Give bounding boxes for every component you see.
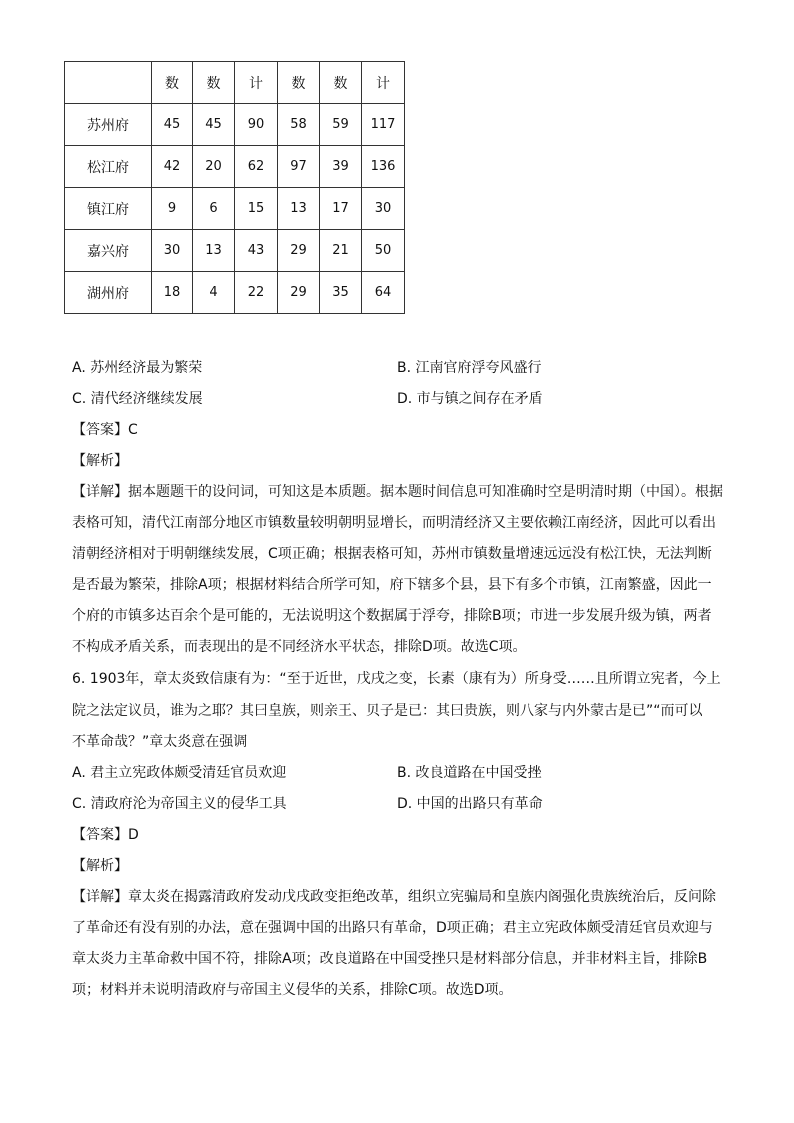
- table-row: [65, 188, 405, 230]
- table-row: [65, 104, 405, 146]
- table-cell: 21: [320, 230, 362, 272]
- row-name: 松江府: [65, 146, 152, 188]
- table-cell: 136: [362, 146, 405, 188]
- q6-stem-line: 院之法定议员，谁为之耶？其曰皇族，则亲王、贝子是已：其曰贵族，则八家与内外蒙古是已”“而可以: [72, 703, 703, 719]
- table-cell: 18: [152, 272, 193, 314]
- table-cell: 22: [235, 272, 278, 314]
- q6-detail-line: 了革命还有没有别的办法，意在强调中国的出路只有革命，D项正确；君主立宪政体颇受清廷官员欢迎与: [72, 920, 713, 936]
- q6-option-d: D. 中国的出路只有革命: [397, 796, 543, 812]
- table-cell: 39: [320, 146, 362, 188]
- table-cell: 13: [193, 230, 235, 272]
- row-name: 镇江府: [65, 188, 152, 230]
- q5-detail-line: 是否最为繁荣，排除A项；根据材料结合所学可知，府下辖多个县，县下有多个市镇，江南繁盛，因此一: [72, 577, 712, 593]
- q5-detail-line: 清朝经济相对于明朝继续发展，C项正确；根据表格可知，苏州市镇数量增速远远没有松江快，无法判断: [72, 546, 712, 562]
- table-cell: 29: [278, 230, 320, 272]
- q6-option-c: C. 清政府沦为帝国主义的侵华工具: [72, 796, 287, 812]
- q6-stem-line: 不革命哉？”章太炎意在强调: [72, 734, 248, 750]
- table-row: [65, 146, 405, 188]
- table-cell: 90: [235, 104, 278, 146]
- q6-detail-line: 章太炎力主革命救中国不符，排除A项；改良道路在中国受挫只是材料部分信息，并非材料主旨，排除B: [72, 951, 708, 967]
- table-cell: 17: [320, 188, 362, 230]
- table-cell: 4: [193, 272, 235, 314]
- table-cell: 20: [193, 146, 235, 188]
- table-cell: 50: [362, 230, 405, 272]
- table-header-cell: [65, 62, 152, 104]
- q6-option-a: A. 君主立宪政体颇受清廷官员欢迎: [72, 765, 287, 781]
- q6-analysis-label: 【解析】: [72, 858, 128, 874]
- table-cell: 6: [193, 188, 235, 230]
- table-cell: 30: [362, 188, 405, 230]
- table-cell: 43: [235, 230, 278, 272]
- q6-stem-line: 6. 1903年，章太炎致信康有为：“至于近世，戊戌之变，长素（康有为）所身受……且所谓立宪者，今上: [72, 671, 721, 687]
- row-name: 苏州府: [65, 104, 152, 146]
- table-row: [65, 230, 405, 272]
- table-cell: 9: [152, 188, 193, 230]
- table-header-cell: 数: [278, 62, 320, 104]
- q5-detail-line: 不构成矛盾关系，而表现出的是不同经济水平状态，排除D项。故选C项。: [72, 639, 527, 655]
- table-cell: 117: [362, 104, 405, 146]
- q6-detail-line: 【详解】章太炎在揭露清政府发动戊戌政变拒绝改革，组织立宪骗局和皇族内阁强化贵族统治后，反问除: [72, 889, 716, 905]
- table-header-cell: 数: [320, 62, 362, 104]
- q5-analysis-label: 【解析】: [72, 453, 128, 469]
- data-table: [64, 61, 405, 314]
- table-cell: 13: [278, 188, 320, 230]
- q5-option-b: B. 江南官府浮夸风盛行: [397, 360, 542, 376]
- q5-option-d: D. 市与镇之间存在矛盾: [397, 391, 543, 407]
- table-header-cell: 计: [362, 62, 405, 104]
- row-name: 嘉兴府: [65, 230, 152, 272]
- table-cell: 15: [235, 188, 278, 230]
- q5-answer: 【答案】C: [72, 422, 138, 438]
- table-header-cell: 计: [235, 62, 278, 104]
- table-cell: 42: [152, 146, 193, 188]
- table-cell: 45: [193, 104, 235, 146]
- table-cell: 35: [320, 272, 362, 314]
- table-cell: 45: [152, 104, 193, 146]
- table-cell: 30: [152, 230, 193, 272]
- table-header-cell: 数: [152, 62, 193, 104]
- table-row: [65, 272, 405, 314]
- q5-option-a: A. 苏州经济最为繁荣: [72, 360, 203, 376]
- table-cell: 59: [320, 104, 362, 146]
- table-cell: 58: [278, 104, 320, 146]
- table-cell: 64: [362, 272, 405, 314]
- q5-detail-line: 【详解】据本题题干的设问词，可知这是本质题。据本题时间信息可知准确时空是明清时期（中国）。根据: [72, 484, 723, 500]
- row-name: 湖州府: [65, 272, 152, 314]
- table-cell: 97: [278, 146, 320, 188]
- table-header-row: [65, 62, 405, 104]
- table-header-cell: 数: [193, 62, 235, 104]
- q5-detail-line: 表格可知，清代江南部分地区市镇数量较明朝明显增长，而明清经济又主要依赖江南经济，因此可以看出: [72, 515, 716, 531]
- table-cell: 29: [278, 272, 320, 314]
- q5-detail-line: 个府的市镇多达百余个是可能的，无法说明这个数据属于浮夸，排除B项；市进一步发展升级为镇，两者: [72, 608, 712, 624]
- table-cell: 62: [235, 146, 278, 188]
- q6-option-b: B. 改良道路在中国受挫: [397, 765, 542, 781]
- q6-answer: 【答案】D: [72, 827, 139, 843]
- q5-option-c: C. 清代经济继续发展: [72, 391, 203, 407]
- q6-detail-line: 项；材料并未说明清政府与帝国主义侵华的关系，排除C项。故选D项。: [72, 982, 513, 998]
